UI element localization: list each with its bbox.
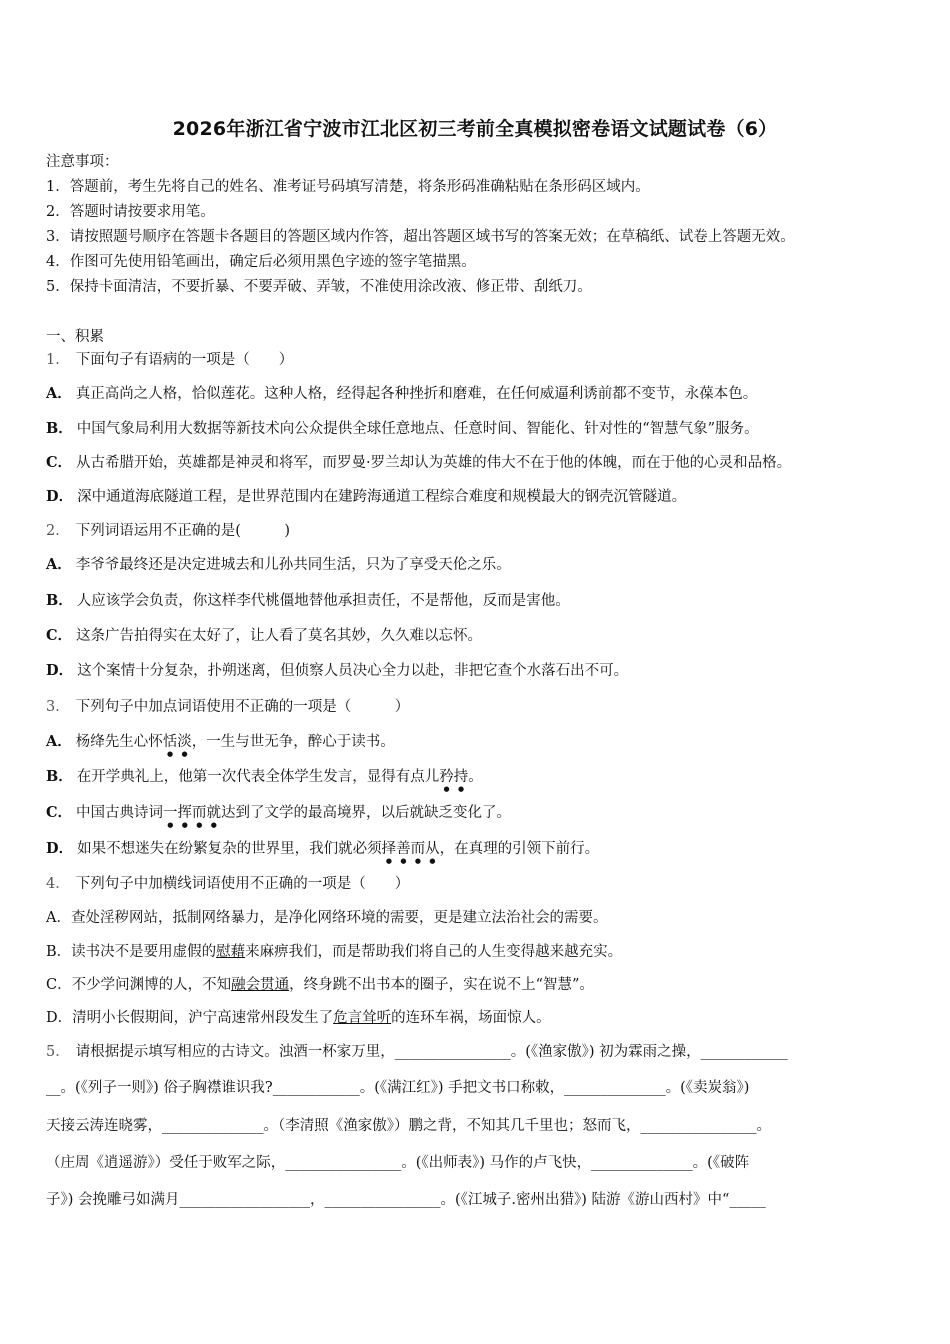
option-label: B． — [46, 944, 72, 960]
option-text: 李爷爷最终还是决定进城去和儿孙共同生活，只为了享受天伦之乐。 — [75, 557, 511, 573]
option-label: A． — [46, 733, 72, 750]
q3-option-d — [46, 839, 599, 865]
q2-option-d — [46, 661, 628, 681]
q4-option-a — [46, 908, 607, 928]
notice-item: 1．答题前，考生先将自己的姓名、准考证号码填写清楚，将条形码准确粘贴在条形码区域内。 — [46, 179, 650, 195]
question-text: 下列句子中加横线词语使用不正确的一项是（ ） — [75, 876, 410, 892]
option-label: C． — [46, 454, 73, 471]
option-text-post: 。 — [468, 769, 483, 785]
question-1-stem — [46, 350, 293, 370]
question-5-line-3: 天接云涛连晓雾，______________。（李清照《渔家傲》）鹏之背，不知其几千里也；怒而飞，________________。 — [46, 1118, 771, 1134]
option-text: 深中通道海底隧道工程，是世界范围内在建跨海通道工程综合难度和规模最大的钢壳沉管隧道。 — [77, 489, 687, 505]
notice-item: 2．答题时请按要求用笔。 — [46, 204, 215, 220]
option-text-post: ，终身跳不出书本的圈子，实在说不上“智慧”。 — [289, 977, 594, 993]
option-text-post: 达到了文学的最高境界，以后就缺乏变化了。 — [221, 805, 512, 821]
question-5-line-2: __。(《列子一则》) 俗子胸襟谁识我?____________。(《满江红》) 手把文书口称敕，______________。(《卖炭翁》) — [46, 1080, 750, 1096]
option-text-pre: 杨绛先生心怀 — [75, 734, 163, 750]
option-text-pre: 清明小长假期间，沪宁高速常州段发生了 — [72, 1010, 334, 1026]
underlined-word: 慰藉 — [216, 944, 246, 960]
q4-option-d — [46, 1008, 551, 1028]
q4-option-c — [46, 975, 594, 995]
option-label: C． — [46, 804, 73, 821]
option-text-pre: 在开学典礼上，他第一次代表全体学生发言，显得有点儿 — [76, 769, 440, 785]
option-text: 中国气象局利用大数据等新技术向公众提供全球任意地点、任意时间、智能化、针对性的“智慧气象”服务。 — [76, 421, 759, 437]
q2-option-a — [46, 555, 511, 575]
option-label: A． — [46, 385, 72, 402]
page-title: 2026年浙江省宁波市江北区初三考前全真模拟密卷语文试题试卷（6） — [172, 118, 778, 140]
option-text: 这个案情十分复杂，扑朔迷离，但侦察人员决心全力以赴，非把它查个水落石出不可。 — [77, 663, 629, 679]
question-number: 5． — [46, 1044, 70, 1060]
q1-option-b — [46, 419, 759, 439]
question-5-line-4: （庄周《逍遥游》）受任于败军之际，________________。(《出师表》) 马作的卢飞快，______________。(《破阵 — [46, 1155, 750, 1171]
q2-option-c — [46, 626, 482, 646]
question-text: 下面句子有语病的一项是（ ） — [75, 352, 294, 368]
q4-option-b — [46, 942, 622, 962]
notice-item: 5．保持卡面清洁，不要折暴、不要弄破、弄皱，不准使用涂改液、修正带、刮纸刀。 — [46, 279, 592, 295]
question-number: 2． — [46, 523, 70, 539]
option-label: C． — [46, 977, 72, 993]
option-text-post: ，一生与世无争，醉心于读书。 — [191, 734, 395, 750]
option-label: A． — [46, 556, 72, 573]
option-label: D． — [46, 662, 74, 679]
question-5-line-5: 子》) 会挽雕弓如满月__________________，________________。(《江城子.密州出猎》) 陆游《游山西村》中“_____ — [46, 1192, 766, 1208]
notice-item: 4．作图可先使用铅笔画出，确定后必须用黑色字迹的签字笔描黑。 — [46, 254, 476, 270]
section-heading: 一、积累 — [46, 329, 104, 345]
q1-option-c — [46, 453, 791, 473]
option-text-post: 来麻痹我们，而是帮助我们将自己的人生变得越来越充实。 — [245, 944, 623, 960]
option-text-post: ，在真理的引领下前行。 — [439, 841, 600, 857]
option-label: D． — [46, 840, 74, 857]
notice-item: 3．请按照题号顺序在答题卡各题目的答题区域内作答，超出答题区域书写的答案无效；在草稿纸、试卷上答题无效。 — [46, 229, 795, 245]
notice-heading: 注意事项： — [46, 154, 119, 170]
option-label: D． — [46, 488, 74, 505]
q3-option-c — [46, 803, 511, 829]
dotted-word: 恬淡 — [162, 734, 192, 750]
underlined-word: 危言耸听 — [333, 1010, 392, 1026]
q2-option-b — [46, 591, 570, 611]
option-label: B． — [46, 768, 73, 785]
question-text: 下列句子中加点词语使用不正确的一项是（ ） — [75, 699, 410, 715]
question-text: 请根据提示填写相应的古诗文。浊酒一杯家万里，________________。(《渔家傲》) 初为霖雨之操，____________ — [75, 1044, 788, 1060]
q1-option-a — [46, 384, 757, 404]
option-label: D． — [46, 1010, 73, 1026]
option-text-pre: 不少学问渊博的人，不知 — [71, 977, 232, 993]
question-5-line-1 — [46, 1042, 788, 1062]
option-text-pre: 中国古典诗词 — [76, 805, 164, 821]
option-text-pre: 查处淫秽网站，抵制网络暴力，是净化网络环境的需要，更是建立法治社会的需要。 — [70, 910, 608, 926]
underlined-word: 融会贯通 — [231, 977, 290, 993]
option-text: 从古希腊开始，英雄都是神灵和将军，而罗曼·罗兰却认为英雄的伟大不在于他的体魄，而在于他的心灵和品格。 — [76, 455, 792, 471]
option-label: B． — [46, 592, 73, 609]
q1-option-d — [46, 487, 686, 507]
option-label: B． — [46, 420, 73, 437]
question-text: 下列词语运用不正确的是( ) — [75, 523, 291, 539]
question-number: 3． — [46, 699, 70, 715]
option-label: C． — [46, 627, 73, 644]
q3-option-b — [46, 767, 483, 793]
option-label: A． — [46, 910, 71, 926]
dotted-word: 矜持 — [439, 769, 469, 785]
option-text-post: 的连环车祸，场面惊人。 — [391, 1010, 551, 1026]
option-text: 人应该学会负责，你这样李代桃僵地替他承担责任，不是帮他，反而是害他。 — [76, 593, 570, 609]
question-number: 4． — [46, 876, 70, 892]
question-4-stem — [46, 874, 409, 894]
option-text: 这条广告拍得实在太好了，让人看了莫名其妙，久久难以忘怀。 — [76, 628, 483, 644]
question-2-stem — [46, 521, 290, 541]
option-text-pre: 如果不想迷失在纷繁复杂的世界里，我们就必须 — [77, 841, 382, 857]
option-text-pre: 读书决不是要用虚假的 — [71, 944, 217, 960]
dotted-word: 一挥而就 — [163, 805, 222, 821]
question-number: 1． — [46, 352, 70, 368]
q3-option-a — [46, 732, 395, 758]
dotted-word: 择善而从 — [381, 841, 440, 857]
question-3-stem — [46, 697, 409, 717]
option-text: 真正高尚之人格，恰似莲花。这种人格，经得起各种挫折和磨难，在任何威逼利诱前都不变节，永葆本色。 — [75, 386, 758, 402]
